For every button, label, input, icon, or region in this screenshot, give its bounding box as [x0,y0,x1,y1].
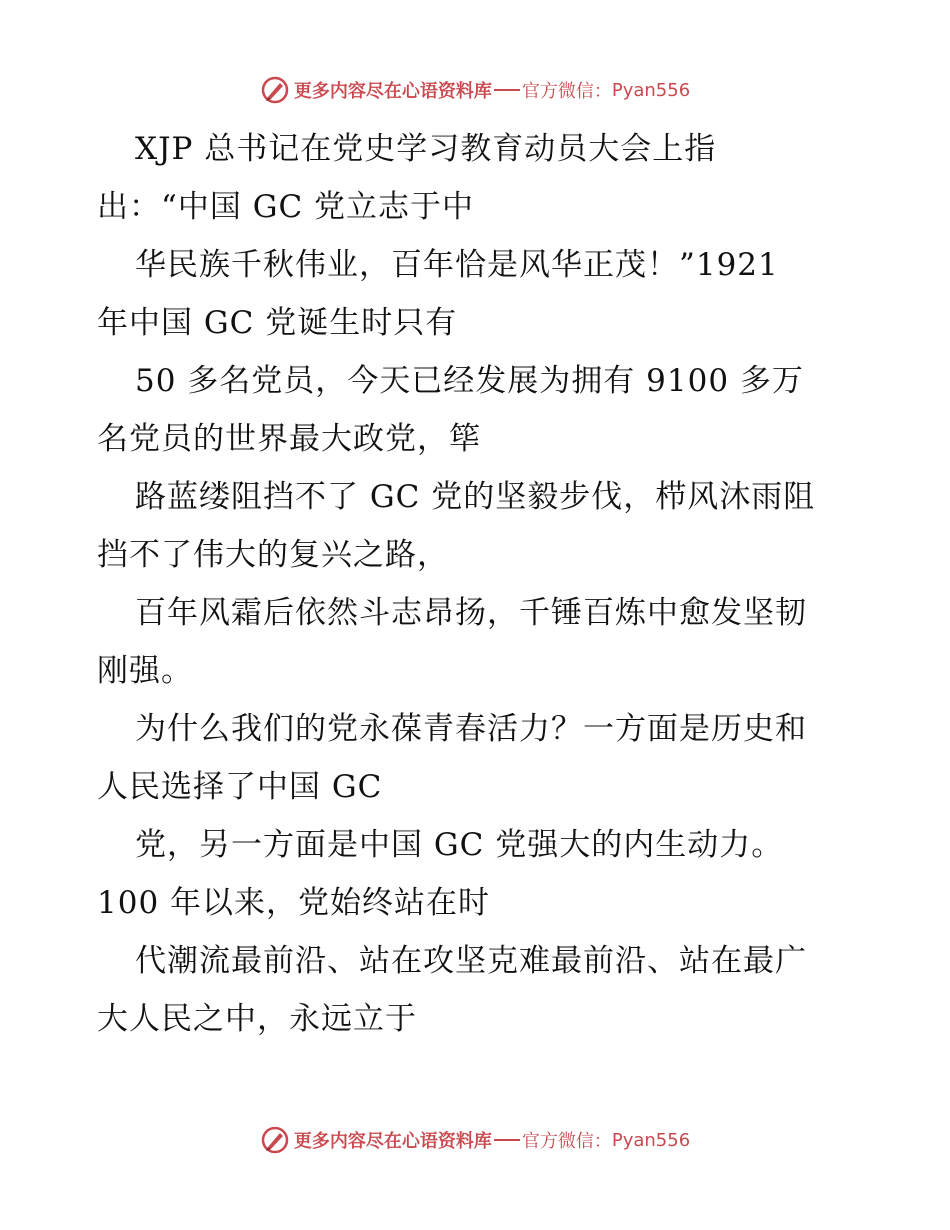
text-line: 大人民之中，永远立于 [97,1001,417,1037]
document-body [97,120,867,1048]
text-line: 为什么我们的党永葆青春活力？一方面是历史和 [135,711,807,747]
text-line: 刚强。 [97,653,193,689]
text-line: 50 多名党员，今天已经发展为拥有 9100 多万 [135,363,804,399]
text-line: 党，另一方面是中国 GC 党强大的内生动力。 [135,827,784,863]
header-banner [0,70,950,110]
text-line: 人民选择了中国 GC [97,769,383,805]
text-line: 路蓝缕阻挡不了 GC 党的坚毅步伐，栉风沐雨阻 [135,479,816,515]
footer-banner [0,1120,950,1160]
footer-contact-id: Pyan556 [611,1129,691,1151]
header-brand-text: 更多内容尽在心语资料库 [293,81,492,102]
header-contact-label: 官方微信： [521,81,612,102]
text-line: 年中国 GC 党诞生时只有 [97,305,458,341]
text-line: 挡不了伟大的复兴之路， [97,537,449,573]
footer-contact-label: 官方微信： [521,1131,612,1152]
footer-dash [494,1139,520,1141]
header-contact-id: Pyan556 [611,79,691,101]
pen-logo-icon [260,1125,290,1155]
footer-brand-text: 更多内容尽在心语资料库 [293,1131,492,1152]
text-line: 百年风霜后依然斗志昂扬，千锤百炼中愈发坚韧 [135,595,807,631]
text-line: 出：“中国 GC 党立志于中 [97,189,475,225]
header-dash [494,89,520,91]
text-line: 100 年以来，党始终站在时 [97,885,491,921]
pen-logo-icon [260,75,290,105]
text-line: 华民族千秋伟业，百年恰是风华正茂！”1921 [135,247,779,283]
text-line: 代潮流最前沿、站在攻坚克难最前沿、站在最广 [135,943,807,979]
text-line: 名党员的世界最大政党，筚 [97,421,481,457]
text-line: XJP 总书记在党史学习教育动员大会上指 [135,131,717,167]
